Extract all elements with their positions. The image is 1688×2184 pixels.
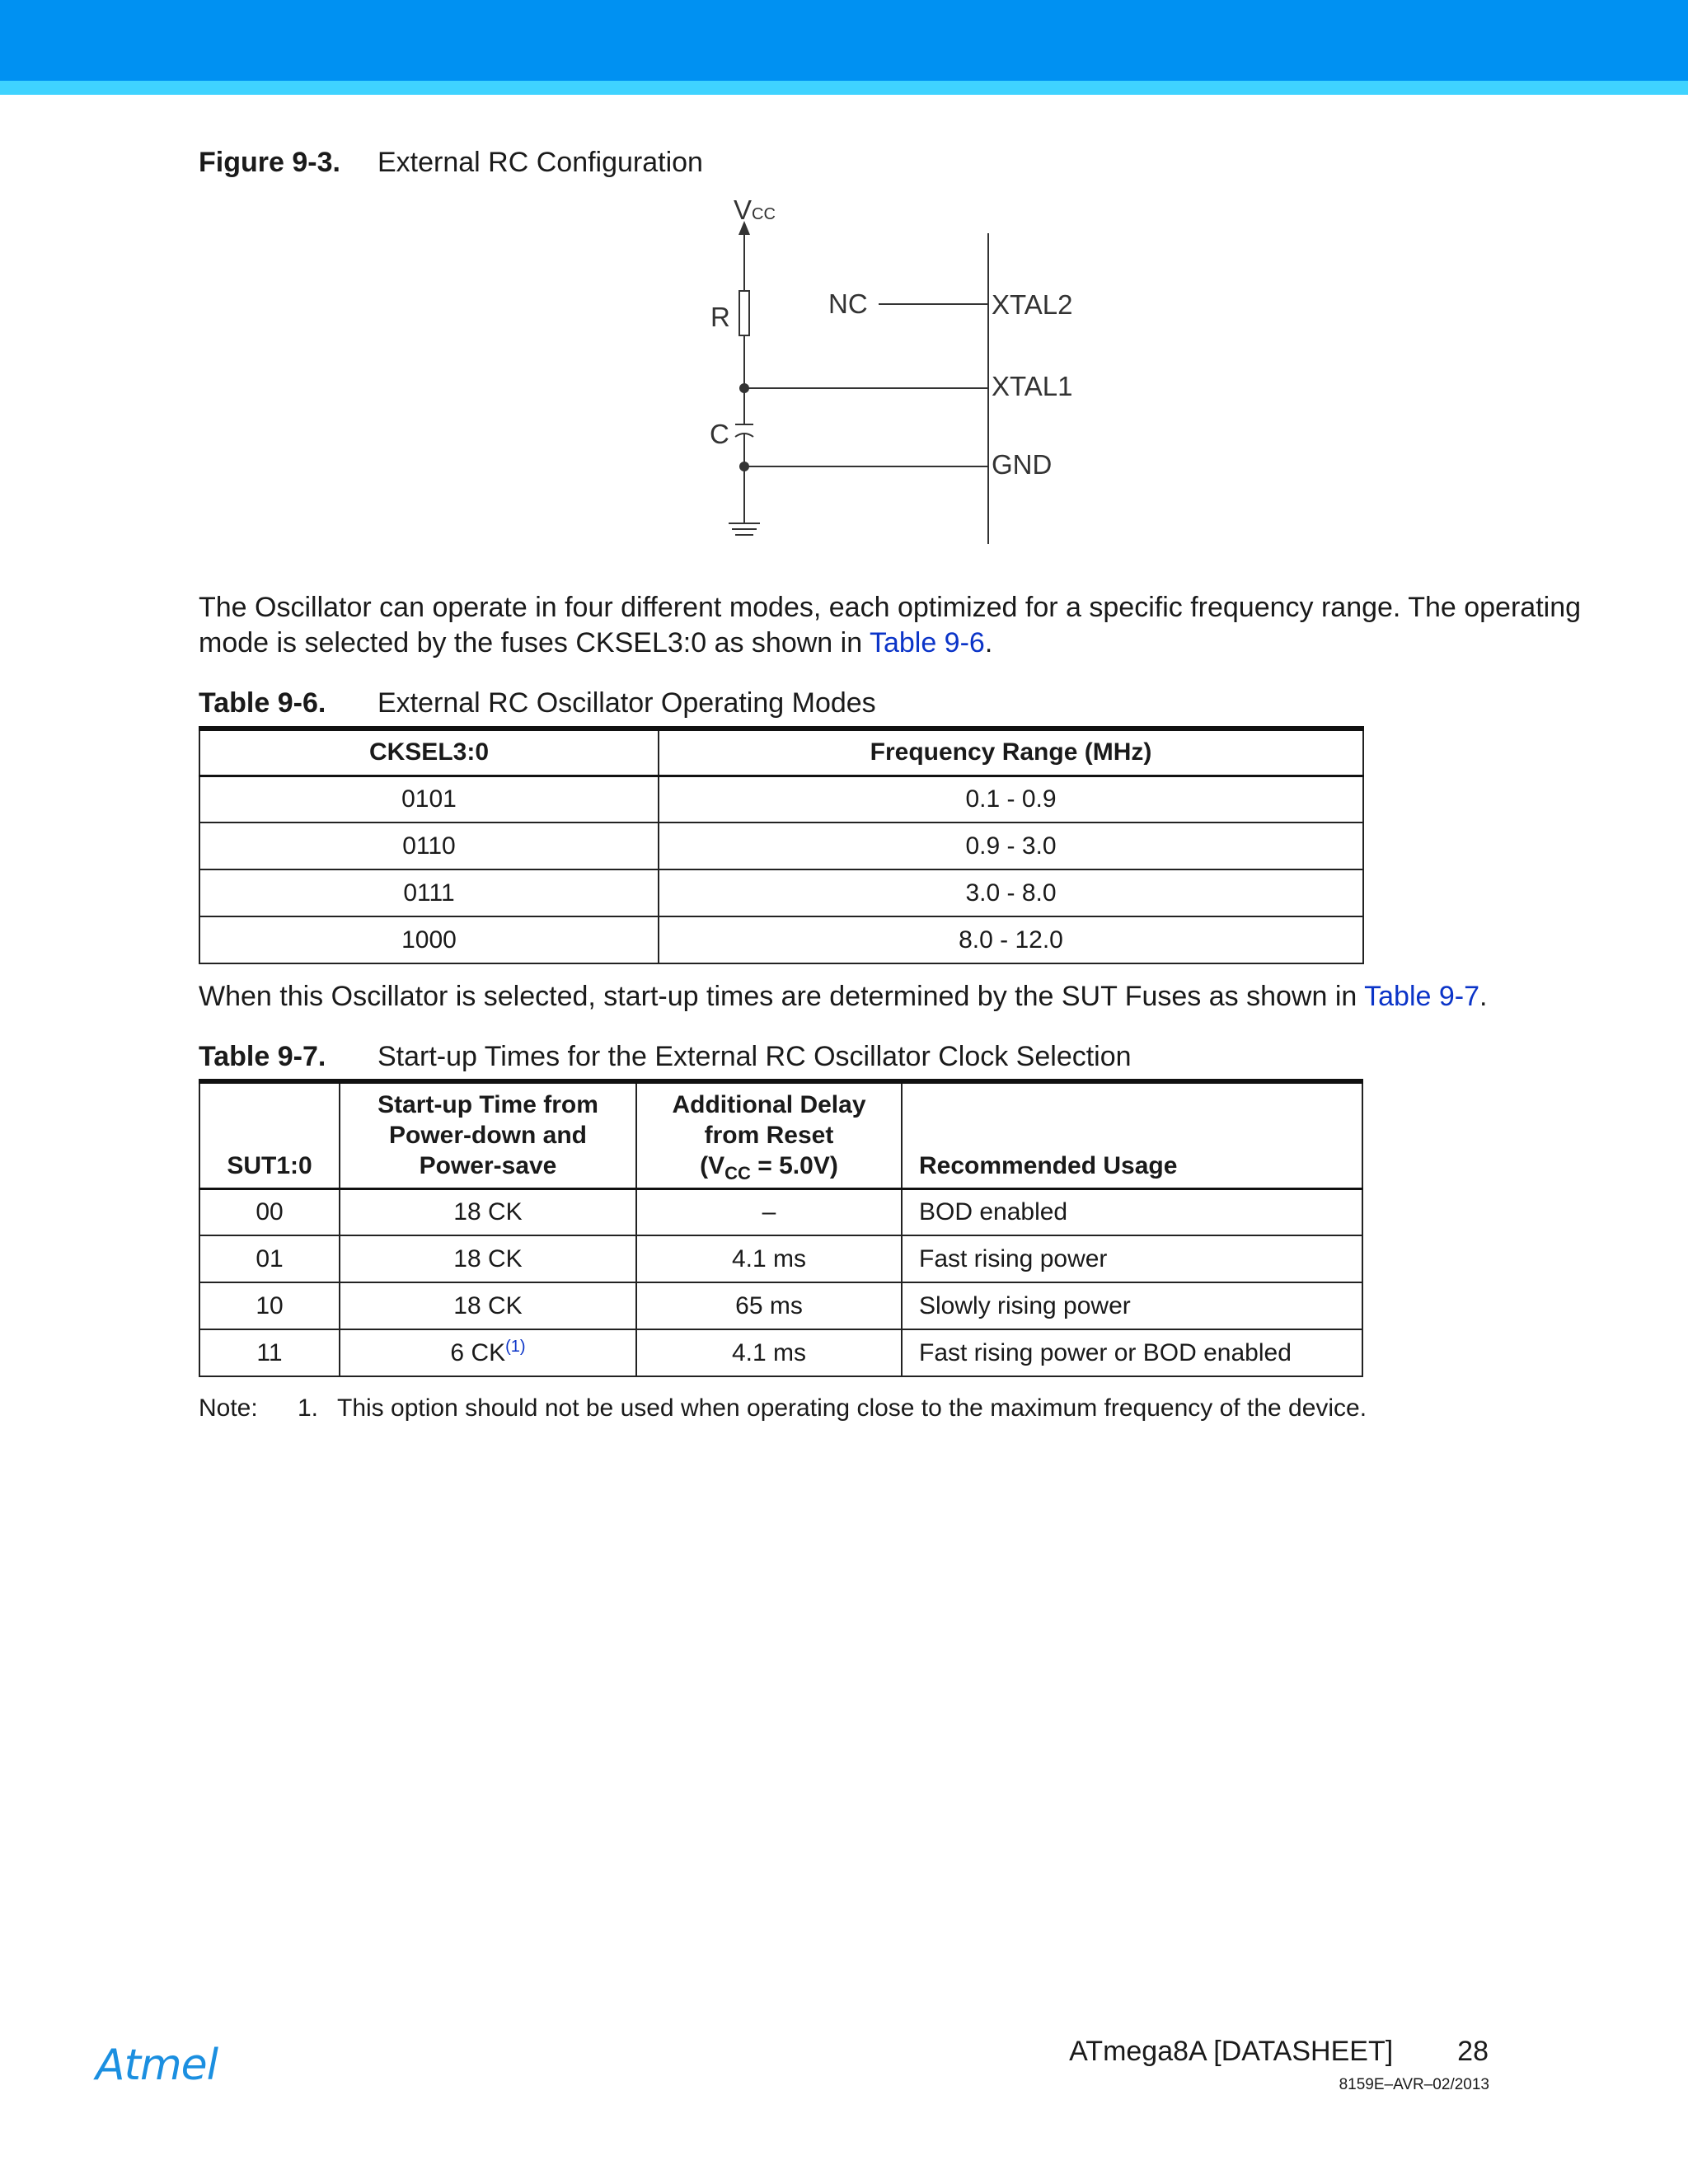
cell-startup <box>340 1235 636 1282</box>
cell-frequency: 8.0 - 12.0 <box>659 916 1363 963</box>
col-header-frequency: Frequency Range (MHz) <box>659 729 1363 776</box>
cell-startup-text: 18 CK <box>453 1291 523 1319</box>
paragraph-end: . <box>984 627 993 658</box>
footer-title <box>1069 2036 1489 2068</box>
vcc-label-sub: CC <box>752 205 776 223</box>
cell-delay: 4.1 ms <box>636 1235 902 1282</box>
gnd-label: GND <box>992 449 1053 480</box>
page-number: 28 <box>1457 2036 1489 2067</box>
header-delay-line2: from Reset <box>704 1121 834 1149</box>
table-9-6-caption <box>199 687 876 719</box>
document-id: 8159E–AVR–02/2013 <box>1339 2076 1489 2093</box>
cell-cksel: 0110 <box>199 823 659 869</box>
cell-frequency: 3.0 - 8.0 <box>659 869 1363 916</box>
datasheet-title: ATmega8A [DATASHEET] <box>1069 2036 1394 2067</box>
cell-startup-text: 18 CK <box>453 1244 523 1272</box>
header-startup-line1: Start-up Time from <box>377 1090 598 1118</box>
cell-frequency: 0.1 - 0.9 <box>659 776 1363 823</box>
table-9-7-title: Start-up Times for the External RC Oscillator Clock Selection <box>377 1041 1132 1072</box>
cell-sut: 01 <box>199 1235 340 1282</box>
resistor <box>739 291 749 335</box>
header-delay-line3-sub: CC <box>724 1162 751 1183</box>
cell-startup-text: 6 CK <box>450 1338 506 1366</box>
header-startup-line3: Power-save <box>419 1151 557 1179</box>
cell-startup <box>340 1329 636 1376</box>
footnote-ref-link[interactable]: (1) <box>505 1337 526 1356</box>
paragraph-end: . <box>1479 981 1488 1012</box>
header-delay-line3-pre: (V <box>700 1151 725 1179</box>
xtal1-label: XTAL1 <box>992 371 1073 401</box>
vcc-label <box>734 196 776 223</box>
table-row <box>199 869 1363 916</box>
cell-startup-text: 18 CK <box>453 1197 523 1226</box>
cell-usage: BOD enabled <box>902 1188 1362 1235</box>
table-9-6-number: Table 9-6. <box>199 687 326 719</box>
table-note <box>199 1394 1367 1422</box>
col-header-startup <box>340 1081 636 1188</box>
junction-dot-gnd <box>739 462 749 471</box>
vcc-label-main: V <box>734 194 753 225</box>
table-row <box>199 823 1363 869</box>
resistor-label: R <box>710 302 730 332</box>
cell-startup <box>340 1188 636 1235</box>
cell-cksel: 0111 <box>199 869 659 916</box>
figure-number: Figure 9-3. <box>199 147 340 178</box>
note-label: Note: <box>199 1394 258 1422</box>
cell-delay: 65 ms <box>636 1282 902 1329</box>
table-row <box>199 1329 1362 1376</box>
cell-sut: 10 <box>199 1282 340 1329</box>
header-startup-line2: Power-down and <box>389 1121 587 1149</box>
cell-cksel: 1000 <box>199 916 659 963</box>
col-header-usage: Recommended Usage <box>902 1081 1362 1188</box>
cell-startup <box>340 1282 636 1329</box>
cell-usage: Fast rising power or BOD enabled <box>902 1329 1362 1376</box>
cell-sut: 00 <box>199 1188 340 1235</box>
table-row <box>199 1282 1362 1329</box>
paragraph-operating-modes <box>199 590 1592 661</box>
table-header-row <box>199 1081 1362 1188</box>
table-9-6 <box>199 726 1364 964</box>
header-delay-line3-post: = 5.0V) <box>750 1151 838 1179</box>
xtal2-label: XTAL2 <box>992 289 1073 320</box>
cell-delay: – <box>636 1188 902 1235</box>
junction-dot-xtal1 <box>739 383 749 393</box>
col-header-delay <box>636 1081 902 1188</box>
cell-usage: Fast rising power <box>902 1235 1362 1282</box>
table-9-7-caption <box>199 1041 1132 1073</box>
note-text: This option should not be used when operating close to the maximum frequency of the device. <box>337 1394 1367 1422</box>
paragraph-text: The Oscillator can operate in four different modes, each optimized for a specific frequency range. The operating mode is selected by the fuses CKSEL3:0 as shown in <box>199 592 1582 658</box>
cell-frequency: 0.9 - 3.0 <box>659 823 1363 869</box>
figure-title: External RC Configuration <box>377 147 703 178</box>
nc-label: NC <box>828 288 868 319</box>
table-9-7-number: Table 9-7. <box>199 1041 326 1072</box>
cell-delay: 4.1 ms <box>636 1329 902 1376</box>
cell-usage: Slowly rising power <box>902 1282 1362 1329</box>
table-9-6-title: External RC Oscillator Operating Modes <box>377 687 876 719</box>
table-9-7 <box>199 1079 1363 1377</box>
table-row <box>199 776 1363 823</box>
table-row <box>199 1235 1362 1282</box>
col-header-sut: SUT1:0 <box>199 1081 340 1188</box>
table-header-row <box>199 729 1363 776</box>
cell-cksel: 0101 <box>199 776 659 823</box>
note-index: 1. <box>298 1394 319 1422</box>
paragraph-text: When this Oscillator is selected, start-up times are determined by the SUT Fuses as shown in <box>199 981 1365 1012</box>
col-header-cksel: CKSEL3:0 <box>199 729 659 776</box>
paragraph-startup-times <box>199 979 1592 1015</box>
cell-sut: 11 <box>199 1329 340 1376</box>
capacitor-label: C <box>710 419 729 449</box>
table-row <box>199 1188 1362 1235</box>
atmel-logo: Atmel <box>96 2041 218 2090</box>
table-row <box>199 916 1363 963</box>
table-9-6-link[interactable]: Table 9-6 <box>869 627 985 658</box>
header-delay-line1: Additional Delay <box>672 1090 866 1118</box>
table-9-7-link[interactable]: Table 9-7 <box>1364 981 1479 1012</box>
